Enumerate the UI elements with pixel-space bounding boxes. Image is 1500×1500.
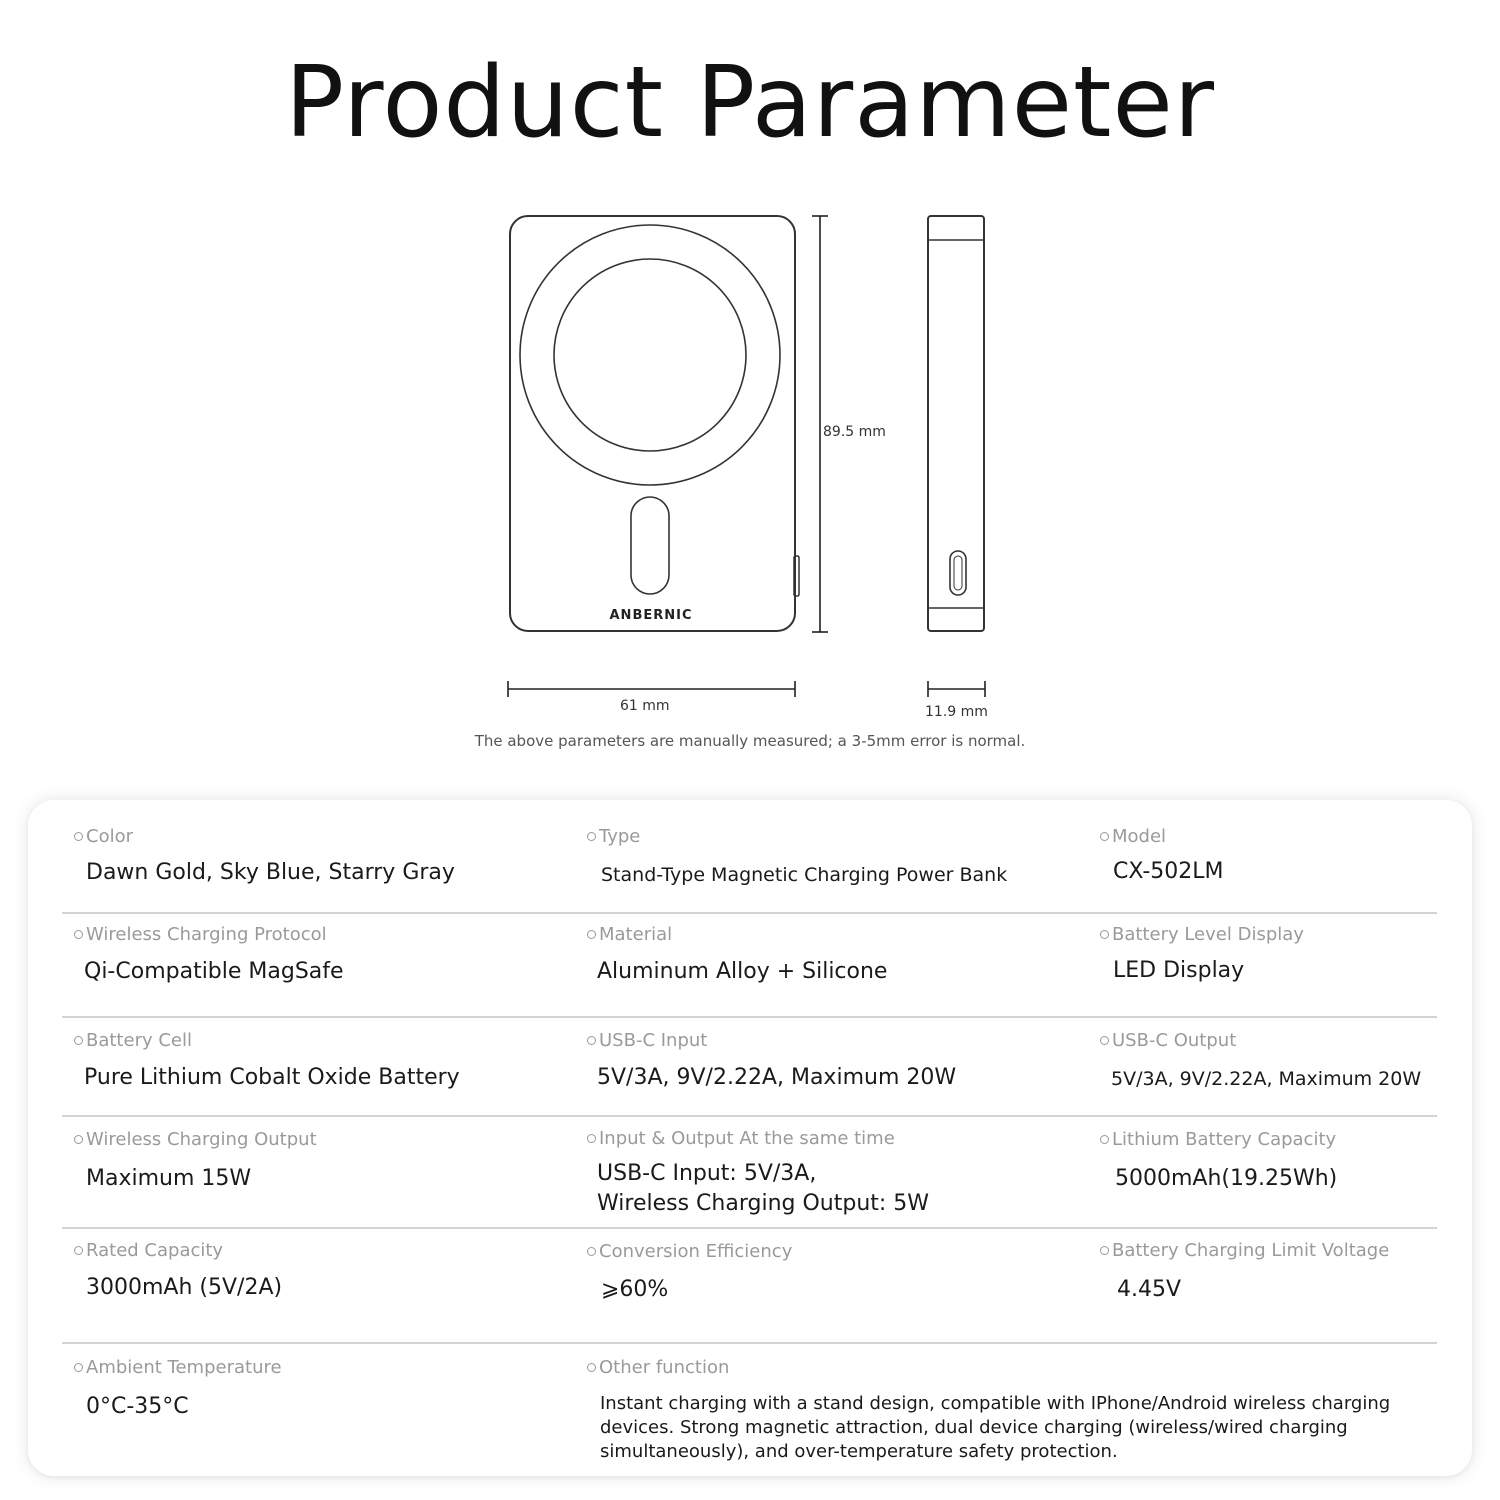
power-bank-front-outline — [510, 216, 795, 631]
spec-value-charging-limit-voltage: 4.45V — [1117, 1277, 1182, 1302]
bullet-icon — [74, 1135, 83, 1144]
spec-row — [62, 1018, 1437, 1117]
page-title: Product Parameter — [284, 46, 1216, 160]
brand-logo: ANBERNIC — [609, 608, 693, 623]
spec-label-model: Model — [1100, 826, 1166, 847]
spec-value-usbc-input: 5V/3A, 9V/2.22A, Maximum 20W — [597, 1065, 957, 1090]
spec-label-ambient-temperature: Ambient Temperature — [74, 1357, 282, 1378]
bullet-icon — [587, 1363, 596, 1372]
bullet-icon — [74, 930, 83, 939]
spec-label-usbc-output: USB-C Output — [1100, 1030, 1236, 1051]
spec-value-battery-display: LED Display — [1113, 958, 1245, 983]
bullet-icon — [1100, 1135, 1109, 1144]
spec-value-io-same-time-line1: USB-C Input: 5V/3A, — [597, 1161, 817, 1186]
spec-value-type: Stand-Type Magnetic Charging Power Bank — [601, 864, 1008, 886]
spec-label-material: Material — [587, 924, 672, 945]
bullet-icon — [587, 1036, 596, 1045]
spec-value-ambient-temperature: 0°C-35°C — [86, 1394, 189, 1419]
spec-label-io-same-time: Input & Output At the same time — [587, 1128, 895, 1149]
spec-value-rated-capacity: 3000mAh (5V/2A) — [86, 1275, 283, 1300]
spec-label-type: Type — [587, 826, 640, 847]
bullet-icon — [1100, 832, 1109, 841]
bullet-icon — [1100, 1036, 1109, 1045]
spec-value-color: Dawn Gold, Sky Blue, Starry Gray — [86, 860, 455, 885]
bullet-icon — [74, 832, 83, 841]
spec-label-wireless-protocol: Wireless Charging Protocol — [74, 924, 327, 945]
usb-c-port-outline — [950, 551, 966, 595]
bullet-icon — [74, 1363, 83, 1372]
thickness-dimension-label: 11.9 mm — [925, 704, 988, 720]
spec-value-lithium-capacity: 5000mAh(19.25Wh) — [1115, 1166, 1338, 1191]
spec-value-wireless-output: Maximum 15W — [86, 1166, 252, 1191]
spec-value-usbc-output: 5V/3A, 9V/2.22A, Maximum 20W — [1111, 1068, 1422, 1090]
spec-label-battery-display: Battery Level Display — [1100, 924, 1304, 945]
spec-value-conversion-efficiency: ⩾60% — [601, 1277, 669, 1302]
bullet-icon — [587, 832, 596, 841]
spec-row — [62, 1117, 1437, 1229]
power-bank-side-outline — [928, 216, 984, 631]
spec-label-usbc-input: USB-C Input — [587, 1030, 707, 1051]
bullet-icon — [1100, 930, 1109, 939]
side-button-outline — [794, 556, 799, 596]
spec-label-lithium-capacity: Lithium Battery Capacity — [1100, 1129, 1336, 1150]
bullet-icon — [1100, 1246, 1109, 1255]
magnetic-ring-outer — [520, 225, 780, 485]
spec-label-conversion-efficiency: Conversion Efficiency — [587, 1241, 792, 1262]
bullet-icon — [587, 930, 596, 939]
spec-label-rated-capacity: Rated Capacity — [74, 1240, 223, 1261]
spec-label-battery-cell: Battery Cell — [74, 1030, 192, 1051]
spec-label-charging-limit-voltage: Battery Charging Limit Voltage — [1100, 1240, 1389, 1261]
spec-row — [62, 826, 1437, 914]
width-dimension-label: 61 mm — [620, 698, 670, 714]
spec-value-battery-cell: Pure Lithium Cobalt Oxide Battery — [84, 1065, 460, 1090]
spec-value-other-function: Instant charging with a stand design, compatible with IPhone/Android wireless charging devices. Strong magnetic attraction, dual device charging (wireless/wired charging simultaneously), and over-temperature safety protection. — [600, 1393, 1391, 1462]
stand-pill-outline — [631, 497, 669, 594]
spec-value-wireless-protocol: Qi-Compatible MagSafe — [84, 959, 344, 984]
spec-value-io-same-time-line2: Wireless Charging Output: 5W — [597, 1191, 930, 1216]
measurement-note: The above parameters are manually measured; a 3-5mm error is normal. — [474, 732, 1026, 750]
spec-row — [62, 1344, 1437, 1470]
bullet-icon — [74, 1036, 83, 1045]
bullet-icon — [74, 1246, 83, 1255]
height-dimension-label: 89.5 mm — [823, 424, 886, 440]
spec-label-color: Color — [74, 826, 133, 847]
spec-label-other-function: Other function — [587, 1357, 729, 1378]
spec-label-wireless-output: Wireless Charging Output — [74, 1129, 317, 1150]
spec-row — [62, 1229, 1437, 1344]
magnetic-ring-inner — [554, 259, 746, 451]
spec-row — [62, 914, 1437, 1018]
spec-value-model: CX-502LM — [1113, 859, 1224, 884]
bullet-icon — [587, 1247, 596, 1256]
bullet-icon — [587, 1134, 596, 1143]
spec-value-material: Aluminum Alloy + Silicone — [597, 959, 888, 984]
